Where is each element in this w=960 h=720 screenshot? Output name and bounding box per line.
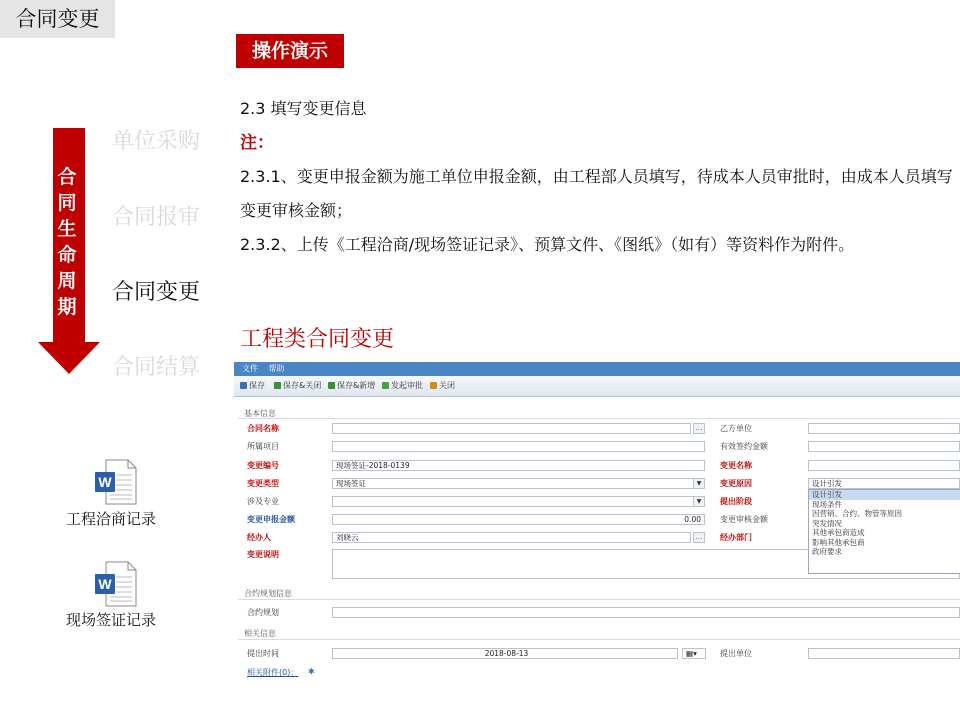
valid-amount-label: 有效签约金额 xyxy=(720,442,768,451)
stage-contract-review: 合同报审 xyxy=(112,205,201,230)
report-amount-label: 变更申报金额 xyxy=(247,515,295,524)
note-label: 注： xyxy=(240,133,274,153)
project-label: 所属项目 xyxy=(247,442,279,451)
change-type-label: 变更类型 xyxy=(247,479,279,488)
start-approval-button[interactable]: 发起审批 xyxy=(382,380,423,392)
discipline-label: 涉及专业 xyxy=(247,497,279,506)
toolbar xyxy=(234,376,960,397)
reason-option[interactable]: 现场条件 xyxy=(812,499,842,509)
planning-label: 合约规划 xyxy=(247,608,279,617)
close-button[interactable]: 关闭 xyxy=(430,380,455,392)
party-b-label: 乙方单位 xyxy=(720,424,752,433)
change-reason-select[interactable]: 设计引发 xyxy=(808,478,960,489)
chevron-down-icon: ▼ xyxy=(693,479,704,488)
word-document-icon[interactable] xyxy=(94,459,138,505)
reason-option[interactable]: 政府要求 xyxy=(812,547,842,556)
save-new-icon xyxy=(328,382,335,389)
divider xyxy=(238,418,960,419)
change-name-input[interactable] xyxy=(808,460,960,471)
save-close-icon xyxy=(274,382,281,389)
reason-option[interactable]: 突发情况 xyxy=(812,518,842,528)
submit-unit-input[interactable] xyxy=(808,648,960,659)
stage-contract-settlement: 合同结算 xyxy=(112,355,201,380)
submit-time-label: 提出时间 xyxy=(247,649,279,658)
menu-bar xyxy=(234,362,960,376)
instructions xyxy=(240,92,955,262)
picker-icon[interactable]: … xyxy=(693,532,705,543)
section-tag: 操作演示 xyxy=(236,34,344,68)
note-item-1: 2.3.1、变更申报金额为施工单位申报金额，由工程部人员填写，待成本人员审批时，由成本人员填写变更审核金额； xyxy=(240,167,953,220)
change-reason-dropdown-list[interactable] xyxy=(808,489,960,574)
divider xyxy=(238,599,960,600)
reason-option[interactable]: 设计引发 xyxy=(809,490,960,500)
handler-input[interactable]: 刘晓云 xyxy=(332,532,691,543)
stage-contract-change: 合同变更 xyxy=(112,280,201,305)
contract-name-label: 合同名称 xyxy=(247,424,279,433)
related-title: 相关信息 xyxy=(244,629,276,638)
discipline-select[interactable] xyxy=(332,496,705,507)
menu-file[interactable]: 文件 xyxy=(242,364,258,373)
change-name-label: 变更名称 xyxy=(720,461,752,470)
submit-unit-label: 提出单位 xyxy=(720,649,752,658)
save-icon xyxy=(240,382,247,389)
basic-info-title: 基本信息 xyxy=(244,409,276,418)
approve-icon xyxy=(382,382,389,389)
lifecycle-label: 合同生命周期 xyxy=(57,166,77,318)
document-label: 现场签证记录 xyxy=(66,611,157,629)
valid-amount-input[interactable] xyxy=(808,441,960,452)
note-item-2: 2.3.2、上传《工程洽商/现场签证记录》、预算文件、《图纸》（如有）等资料作为附件。 xyxy=(240,235,855,254)
reason-option[interactable]: 因营销、合约、物管等原因 xyxy=(812,509,902,518)
close-icon xyxy=(430,382,437,389)
word-document-icon[interactable] xyxy=(94,561,138,607)
report-amount-input[interactable]: 0.00 xyxy=(332,514,705,525)
attachment-icon[interactable]: ✱ xyxy=(308,667,315,676)
change-reason-label: 变更原因 xyxy=(720,479,752,488)
description-label: 变更说明 xyxy=(247,550,279,559)
document-label: 工程洽商记录 xyxy=(66,510,157,528)
contract-change-form-window xyxy=(234,362,960,692)
attachments-link[interactable]: 相关附件(0)： xyxy=(247,668,299,677)
project-input[interactable] xyxy=(332,441,705,452)
step-title: 2.3 填写变更信息 xyxy=(240,99,367,118)
planning-input[interactable] xyxy=(332,607,960,618)
chevron-down-icon: ▼ xyxy=(693,497,704,506)
reason-option[interactable]: 影响其他承包商 xyxy=(812,537,865,547)
submit-time-input[interactable]: 2018-08-13 xyxy=(332,648,678,659)
word-letter: W xyxy=(98,576,112,592)
planning-title: 合约规划信息 xyxy=(244,589,292,598)
divider xyxy=(238,639,960,640)
save-close-button[interactable]: 保存&关闭 xyxy=(274,380,321,392)
reason-option[interactable]: 其他承包商造成 xyxy=(812,528,865,537)
party-b-input[interactable] xyxy=(808,423,960,434)
page-title: 合同变更 xyxy=(0,0,115,38)
section-heading: 工程类合同变更 xyxy=(240,327,395,352)
change-no-input[interactable]: 现场签证-2018-0139 xyxy=(332,460,705,471)
menu-help[interactable]: 帮助 xyxy=(268,364,285,373)
calendar-icon[interactable]: ▦▾ xyxy=(682,648,706,659)
stage-label: 提出阶段 xyxy=(720,497,752,506)
save-button[interactable]: 保存 xyxy=(240,380,265,392)
save-new-button[interactable]: 保存&新增 xyxy=(328,380,375,392)
change-type-select[interactable]: 现场签证 ▼ xyxy=(332,478,705,489)
handler-label: 经办人 xyxy=(247,533,271,542)
stage-unit-procurement: 单位采购 xyxy=(112,129,201,154)
picker-icon[interactable]: … xyxy=(693,423,705,434)
contract-name-input[interactable] xyxy=(332,423,691,434)
audit-amount-label: 变更审核金额 xyxy=(720,515,768,524)
dept-label: 经办部门 xyxy=(720,533,752,542)
word-letter: W xyxy=(98,474,112,490)
change-no-label: 变更编号 xyxy=(247,461,279,470)
